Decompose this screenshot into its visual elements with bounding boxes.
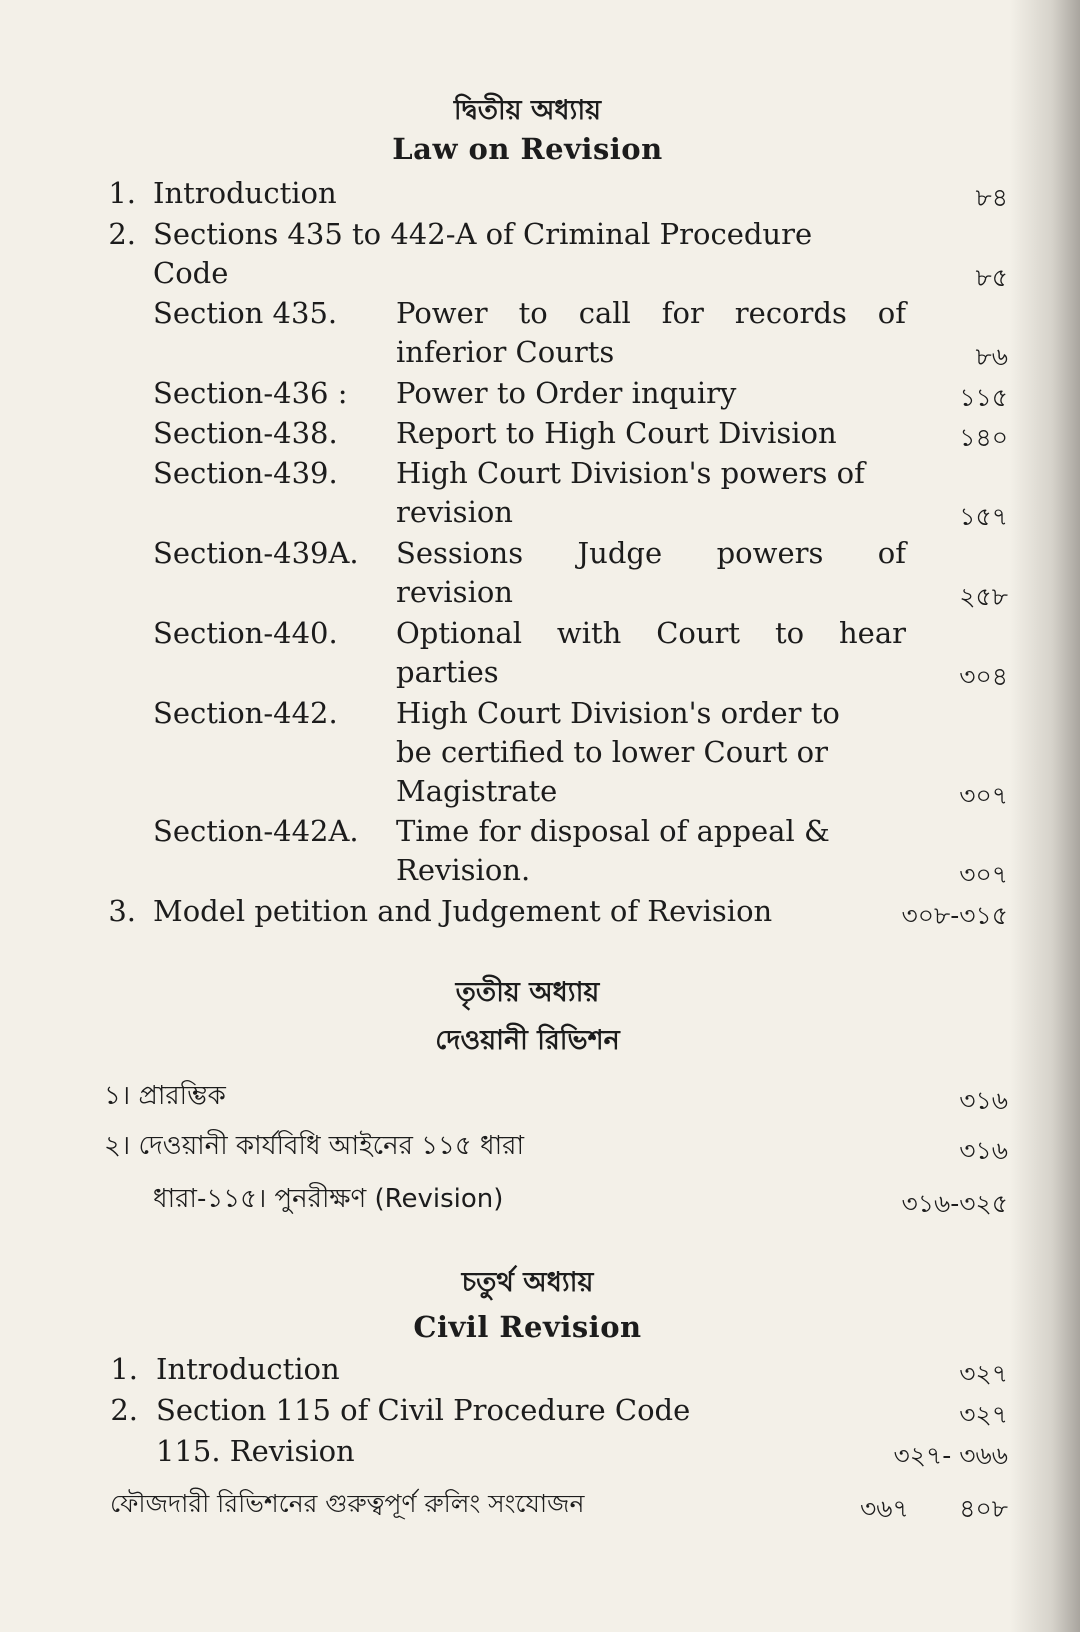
- appendix-page-start: ৩৬৭: [860, 1494, 909, 1523]
- page-number: ৮৪: [975, 183, 1008, 212]
- page-number: ৩০৮-৩১৫: [901, 901, 1008, 930]
- section-title: High Court Division's order to: [396, 696, 840, 730]
- section-title: Optional with Court to hear: [396, 616, 906, 650]
- toc-item-sub: 115. Revision: [156, 1434, 355, 1468]
- toc-item-cont: Code: [153, 256, 229, 290]
- section-title: High Court Division's powers of: [396, 456, 865, 490]
- section-title-cont: Magistrate: [396, 774, 558, 808]
- section-label: Section-442.: [153, 696, 338, 730]
- section-title-cont: Revision.: [396, 853, 531, 887]
- section-title-cont: be certified to lower Court or: [396, 735, 828, 769]
- section-title: Sessions Judge powers of: [396, 536, 906, 570]
- section-title: Time for disposal of appeal &: [396, 814, 830, 848]
- section-label: Section 435.: [153, 296, 338, 330]
- chapter2-heading-bn: দ্বিতীয় অধ্যায়: [453, 95, 602, 126]
- section-label: Section-439.: [153, 456, 338, 490]
- toc-item: ২। দেওয়ানী কার্যবিধি আইনের ১১৫ ধারা: [104, 1131, 524, 1161]
- section-label: Section-439A.: [153, 536, 359, 570]
- page-number: ৩২৭: [959, 1359, 1008, 1388]
- section-title: Report to High Court Division: [396, 416, 837, 450]
- page-number: ১৫৭: [959, 502, 1008, 531]
- page-spine-shadow: [1010, 0, 1080, 1632]
- section-label: Section-438.: [153, 416, 338, 450]
- page-number: ৩০৭: [959, 860, 1008, 889]
- page-number: ৩০৪: [959, 662, 1008, 691]
- section-label: Section-442A.: [153, 814, 359, 848]
- section-label: Section-440.: [153, 616, 338, 650]
- section-title-cont: revision: [396, 495, 513, 529]
- page-number: ৩২৭- ৩৬৬: [893, 1441, 1008, 1470]
- chapter3-heading-bn: তৃতীয় অধ্যায়: [455, 977, 600, 1008]
- page-number: ৩১৬-৩২৫: [901, 1189, 1008, 1218]
- page-number: ১১৫: [959, 383, 1008, 412]
- page-number: ৩১৬: [959, 1086, 1008, 1115]
- page-number: ২৫৮: [959, 582, 1008, 611]
- section-title-cont: parties: [396, 655, 499, 689]
- chapter4-heading-en: Civil Revision: [413, 1310, 642, 1344]
- section-title-cont: inferior Courts: [396, 335, 615, 369]
- section-label: Section-436 :: [153, 376, 348, 410]
- page-number: ৮৬: [975, 342, 1008, 371]
- chapter4-heading-bn: চতুর্থ অধ্যায়: [461, 1267, 594, 1298]
- page-number: ১৪০: [959, 423, 1008, 452]
- toc-page: দ্বিতীয় অধ্যায় Law on Revision 1. Introduction ৮৪ 2. Sections 435 to 442-A of Criminal Procedure Code ৮৫ Section 435. Power to call for records of inferior Courts ৮৬ Section-436 : Power to Order inquiry ১১৫ Section-438. Report to High Court Division ১৪০ Section-439. High Court Division's powers of revision ১৫৭ Section-439A. Sessions Judge powers of revision ২৫৮ Section-440. Optional with Court to hear parties ৩০৪ Section-442. High Court Division's order to be certified to lower Court or Magistrate ৩০৭ Section-442A. Time for disposal of appeal & Revision. ৩০৭ 3. Model petition and Judgement of Revision ৩০৮-৩১৫ তৃতীয় অধ্যায় দেওয়ানী রিভিশন ১। প্রারম্ভিক ৩১৬ ২। দেওয়ানী কার্যবিধি আইনের ১১৫ ধারা ৩১৬ ধারা-১১৫। পুনরীক্ষণ (Revision) ৩১৬-৩২৫ চতুর্থ অধ্যায় Civil Revision 1. Introduction ৩২৭ 2. Section 115 of Civil Procedure Code ৩২৭ 115. Revision ৩২৭- ৩৬৬ ফৌজদারী রিভিশনের গুরুত্বপূর্ণ রুলিং সংযোজন ৩৬৭ ৪০৮: [0, 0, 1080, 1632]
- appendix-title: ফৌজদারী রিভিশনের গুরুত্বপূর্ণ রুলিং সংযোজন: [110, 1489, 585, 1518]
- section-title-cont: revision: [396, 575, 513, 609]
- toc-item-sub: ধারা-১১৫। পুনরীক্ষণ (Revision): [153, 1184, 504, 1214]
- chapter3-subheading-bn: দেওয়ানী রিভিশন: [435, 1025, 620, 1056]
- section-title: Power to call for records of: [396, 296, 906, 330]
- chapter2-heading-en: Law on Revision: [392, 132, 663, 166]
- page-number: ৩২৭: [959, 1400, 1008, 1429]
- toc-item: ১। প্রারম্ভিক: [104, 1081, 226, 1111]
- page-number: ৮৫: [975, 263, 1008, 292]
- page-number: ৩১৬: [959, 1136, 1008, 1165]
- appendix-page-end: ৪০৮: [959, 1494, 1008, 1523]
- page-number: ৩০৭: [959, 781, 1008, 810]
- section-title: Power to Order inquiry: [396, 376, 737, 410]
